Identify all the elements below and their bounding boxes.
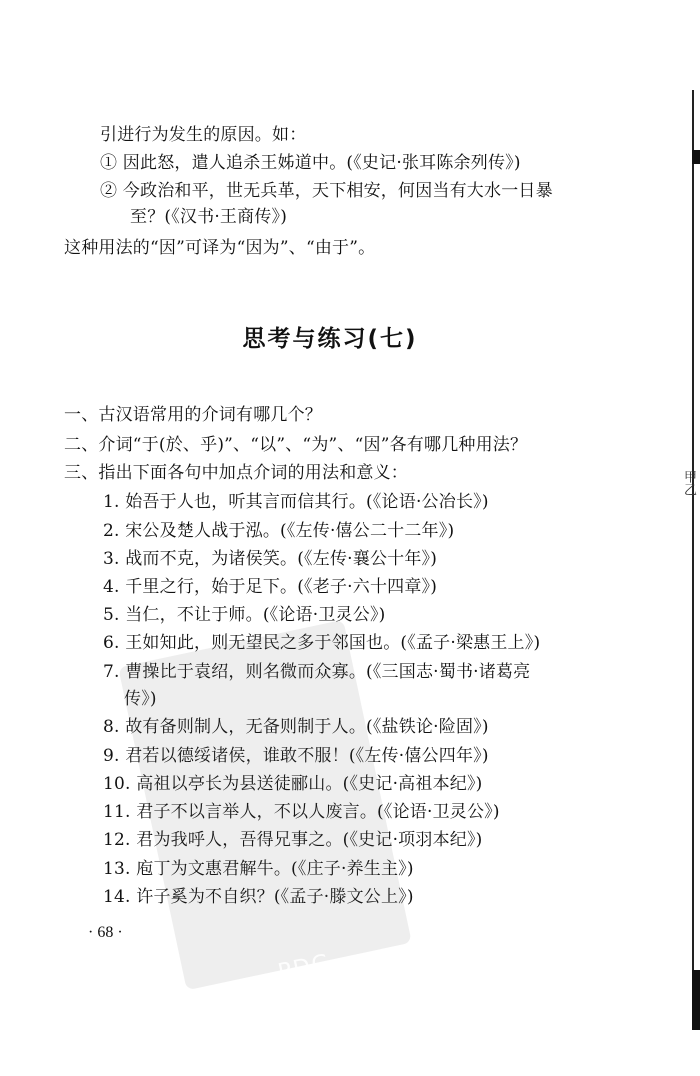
example-2: ② 今政治和平，世无兵革，天下相安，何因当有大水一日暴 xyxy=(100,181,553,201)
edge-mark-top xyxy=(692,150,700,164)
watermark-label: PDG xyxy=(275,949,334,986)
question-3: 三、指出下面各句中加点介词的用法和意义： xyxy=(64,463,408,483)
page-edge xyxy=(681,0,700,1076)
edge-line xyxy=(692,90,694,1020)
exercise-item-12: 12. 君为我呼人，吾得兄事之。(《史记·项羽本纪》) xyxy=(103,830,483,850)
question-2: 二、介词“于(於、乎)”、“以”、“为”、“因”各有哪几种用法？ xyxy=(64,435,528,455)
exercise-item-14: 14. 许子奚为不自织？(《孟子·滕文公上》) xyxy=(103,887,414,907)
question-1: 一、古汉语常用的介词有哪几个？ xyxy=(64,405,322,425)
exercise-item-3: 3. 战而不克，为诸侯笑。(《左传·襄公十年》) xyxy=(103,549,438,569)
intro-line-1: 引进行为发生的原因。如： xyxy=(100,125,307,145)
exercise-item-10: 10. 高祖以亭长为县送徒郦山。(《史记·高祖本纪》) xyxy=(103,774,483,794)
exercise-item-2: 2. 宋公及楚人战于泓。(《左传·僖公二十二年》) xyxy=(103,521,455,541)
exercise-item-11: 11. 君子不以言举人，不以人废言。(《论语·卫灵公》) xyxy=(103,802,500,822)
usage-note: 这种用法的“因”可译为“因为”、“由于”。 xyxy=(64,238,376,258)
section-title: 思考与练习(七) xyxy=(242,326,418,352)
edge-label: 甲乙 xyxy=(681,470,696,496)
exercise-item-5: 5. 当仁，不让于师。(《论语·卫灵公》) xyxy=(103,605,386,625)
exercise-item-6: 6. 王如知此，则无望民之多于邻国也。(《孟子·梁惠王上》) xyxy=(103,633,541,653)
edge-mark-bottom xyxy=(692,970,700,1030)
exercise-item-7: 7. 曹操比于袁绍，则名微而众寡。(《三国志·蜀书·诸葛亮 xyxy=(103,662,531,682)
exercise-item-7-continued: 传》) xyxy=(124,689,157,709)
example-2-continued: 至？(《汉书·王商传》) xyxy=(130,207,288,227)
exercise-item-1: 1. 始吾于人也，听其言而信其行。(《论语·公冶长》) xyxy=(103,492,489,512)
page-number: · 68 · xyxy=(88,924,123,941)
exercise-item-13: 13. 庖丁为文惠君解牛。(《庄子·养生主》) xyxy=(103,859,414,879)
exercise-item-4: 4. 千里之行，始于足下。(《老子·六十四章》) xyxy=(103,577,438,597)
exercise-item-9: 9. 君若以德绥诸侯，谁敢不服！(《左传·僖公四年》) xyxy=(103,746,489,766)
example-1: ① 因此怒，遣人追杀王姊道中。(《史记·张耳陈余列传》) xyxy=(100,153,521,173)
exercise-item-8: 8. 故有备则制人，无备则制于人。(《盐铁论·险固》) xyxy=(103,717,489,737)
